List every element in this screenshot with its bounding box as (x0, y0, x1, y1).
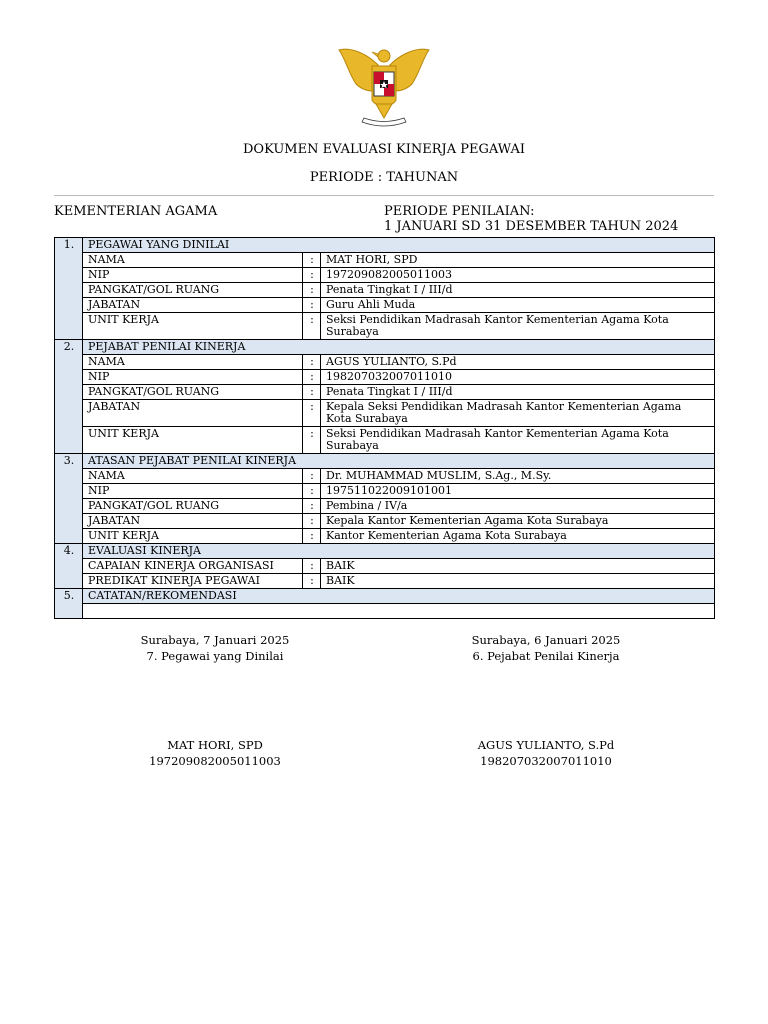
row-colon: : (303, 574, 321, 589)
row-value: Kepala Seksi Pendidikan Madrasah Kantor Kementerian Agama Kota Surabaya (321, 400, 715, 427)
table-row (55, 370, 715, 385)
row-colon: : (303, 313, 321, 340)
section-title: PEJABAT PENILAI KINERJA (83, 340, 715, 355)
row-label: JABATAN (83, 400, 303, 427)
section-number: 3. (55, 454, 83, 544)
section-header (55, 589, 715, 604)
row-label: PANGKAT/GOL RUANG (83, 283, 303, 298)
row-colon: : (303, 469, 321, 484)
signature-right (426, 632, 666, 664)
row-colon: : (303, 559, 321, 574)
document-periode: PERIODE : TAHUNAN (309, 170, 459, 185)
row-colon: : (303, 268, 321, 283)
table-row (55, 283, 715, 298)
signature-name: MAT HORI, SPD (167, 738, 263, 752)
row-colon: : (303, 385, 321, 400)
row-label: NIP (83, 268, 303, 283)
table-row (55, 385, 715, 400)
table-row (55, 514, 715, 529)
document-title: DOKUMEN EVALUASI KINERJA PEGAWAI (243, 142, 525, 157)
signature-left-name-block (95, 737, 335, 769)
evaluation-table (54, 237, 715, 619)
table-row (55, 484, 715, 499)
periode-penilaian-label: PERIODE PENILAIAN: (384, 204, 535, 219)
signature-right-name-block (426, 737, 666, 769)
section-header (55, 340, 715, 355)
row-value: Kepala Kantor Kementerian Agama Kota Surabaya (321, 514, 715, 529)
row-value: MAT HORI, SPD (321, 253, 715, 268)
row-label: NAMA (83, 253, 303, 268)
row-value: Kantor Kementerian Agama Kota Surabaya (321, 529, 715, 544)
table-row (55, 400, 715, 427)
table-row (55, 268, 715, 283)
table-row (55, 427, 715, 454)
row-label: NAMA (83, 355, 303, 370)
row-value: Penata Tingkat I / III/d (321, 385, 715, 400)
row-colon: : (303, 484, 321, 499)
section-number: 2. (55, 340, 83, 454)
section-header (55, 454, 715, 469)
row-value: 197209082005011003 (321, 268, 715, 283)
table-row (55, 574, 715, 589)
signature-name: AGUS YULIANTO, S.Pd (477, 738, 615, 752)
section-title: ATASAN PEJABAT PENILAI KINERJA (83, 454, 715, 469)
row-colon: : (303, 400, 321, 427)
row-label: NAMA (83, 469, 303, 484)
row-colon: : (303, 370, 321, 385)
row-label: PANGKAT/GOL RUANG (83, 385, 303, 400)
row-value: BAIK (321, 559, 715, 574)
row-label: UNIT KERJA (83, 529, 303, 544)
row-value: Penata Tingkat I / III/d (321, 283, 715, 298)
signature-nip: 198207032007011010 (480, 754, 612, 768)
table-row (55, 499, 715, 514)
table-row (55, 298, 715, 313)
row-value: AGUS YULIANTO, S.Pd (321, 355, 715, 370)
row-value: Guru Ahli Muda (321, 298, 715, 313)
row-colon: : (303, 529, 321, 544)
row-colon: : (303, 499, 321, 514)
garuda-pancasila-emblem-icon (334, 42, 434, 132)
row-value: Seksi Pendidikan Madrasah Kantor Kementerian Agama Kota Surabaya (321, 427, 715, 454)
signature-place-date: Surabaya, 7 Januari 2025 (140, 633, 290, 647)
section-number: 1. (55, 238, 83, 340)
row-value: Seksi Pendidikan Madrasah Kantor Kementerian Agama Kota Surabaya (321, 313, 715, 340)
section-header (55, 544, 715, 559)
divider (54, 195, 714, 196)
signature-left (95, 632, 335, 664)
row-label: JABATAN (83, 298, 303, 313)
table-row (55, 529, 715, 544)
row-value: 197511022009101001 (321, 484, 715, 499)
row-value: Pembina / IV/a (321, 499, 715, 514)
row-label: NIP (83, 484, 303, 499)
row-label: NIP (83, 370, 303, 385)
periode-penilaian (384, 204, 678, 234)
row-label: UNIT KERJA (83, 313, 303, 340)
row-colon: : (303, 298, 321, 313)
section-title: CATATAN/REKOMENDASI (83, 589, 715, 604)
row-label: PREDIKAT KINERJA PEGAWAI (83, 574, 303, 589)
table-row (55, 313, 715, 340)
row-label: CAPAIAN KINERJA ORGANISASI (83, 559, 303, 574)
table-row (55, 253, 715, 268)
section-number: 5. (55, 589, 83, 619)
row-value: BAIK (321, 574, 715, 589)
signature-role: 6. Pejabat Penilai Kinerja (472, 649, 620, 663)
row-label: JABATAN (83, 514, 303, 529)
row-colon: : (303, 427, 321, 454)
section-title: EVALUASI KINERJA (83, 544, 715, 559)
row-colon: : (303, 253, 321, 268)
section-header (55, 238, 715, 253)
table-row (55, 355, 715, 370)
table-row (55, 469, 715, 484)
catatan-content (83, 604, 715, 619)
organization-name: KEMENTERIAN AGAMA (54, 204, 218, 219)
row-value: Dr. MUHAMMAD MUSLIM, S.Ag., M.Sy. (321, 469, 715, 484)
row-colon: : (303, 283, 321, 298)
signature-role: 7. Pegawai yang Dinilai (146, 649, 284, 663)
row-colon: : (303, 355, 321, 370)
row-label: UNIT KERJA (83, 427, 303, 454)
signature-place-date: Surabaya, 6 Januari 2025 (471, 633, 621, 647)
table-row-empty (55, 604, 715, 619)
section-title: PEGAWAI YANG DINILAI (83, 238, 715, 253)
row-value: 198207032007011010 (321, 370, 715, 385)
signature-nip: 197209082005011003 (149, 754, 281, 768)
row-colon: : (303, 514, 321, 529)
periode-penilaian-value: 1 JANUARI SD 31 DESEMBER TAHUN 2024 (384, 219, 679, 234)
section-number: 4. (55, 544, 83, 589)
row-label: PANGKAT/GOL RUANG (83, 499, 303, 514)
table-row (55, 559, 715, 574)
